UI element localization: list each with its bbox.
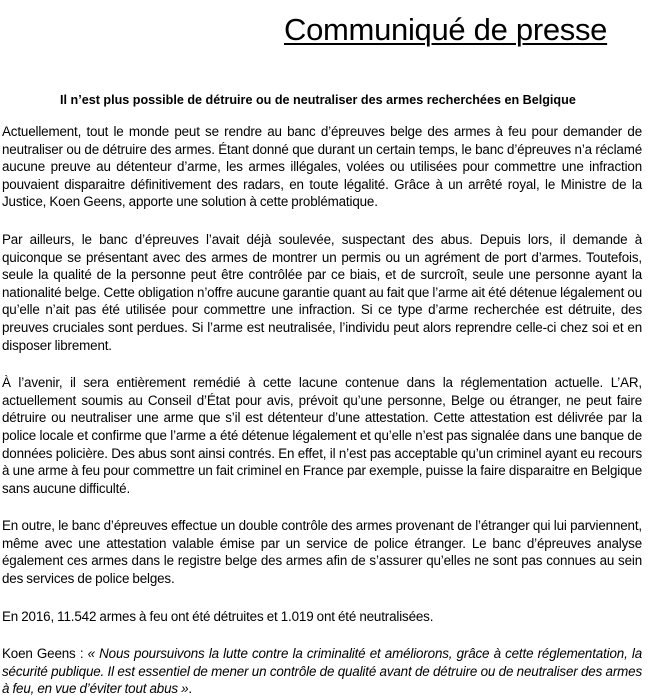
body-text [2,123,642,698]
paragraph-5: En 2016, 11.542 armes à feu ont été détruites et 1.019 ont été neutralisées. [2,608,434,624]
paragraph-1: Actuellement, tout le monde peut se rendre au banc d’épreuves belge des armes à feu pour demander de neutraliser ou de détruire des armes. Étant donné que durant un certain temps, le banc d’épreuves n’a réclamé aucune preuve au détenteur d’arme, les armes illégales, volées ou utilisées pour commettre une infraction pouvaient disparaitre définitivement des radars, en toute légalité. Grâce à un arrêté royal, le Ministre de la Justice, Koen Geens, apporte une solution à cette problématique. [2,124,642,210]
paragraph-3: À l’avenir, il sera entièrement remédié à cette lacune contenue dans la réglementation actuelle. L’AR, actuellement soumis au Conseil d’État pour avis, prévoit qu’une personne, Belge ou étranger, ne peut faire détruire ou neutraliser une arme que s’il est détenteur d’une attestation. Cette attestation est délivrée par la police locale et confirme que l’arme a été détenue légalement et qu’elle n’est pas signalée dans une banque de données policière. Des abus sont ainsi contrés. En effet, il n’est pas acceptable qu’un criminel ayant eu recours à une arme à feu pour commettre un fait criminel en France par exemple, puisse la faire disparaitre en Belgique sans aucune difficulté. [2,375,642,496]
quote-text: « Nous poursuivons la lutte contre la criminalité et améliorons, grâce à cette réglementation, la sécurité publique. Il est essentiel de mener un contrôle de qualité avant de détruire ou de neutraliser des armes à feu, en vue d’éviter tout abus » [2,646,642,697]
subtitle: Il n’est plus possible de détruire ou de neutraliser des armes recherchées en Belgique [60,93,576,107]
page-title: Communiqué de presse [284,12,608,47]
quote-paragraph [2,645,642,698]
quote-speaker: Koen Geens : [2,646,88,662]
quote-end: . [188,681,192,697]
paragraph-2: Par ailleurs, le banc d’épreuves l’avait déjà soulevée, suspectant des abus. Depuis lors, il demande à quiconque se présentant avec des armes de montrer un permis ou un agrément de port d’armes. Toutefois, seule la qualité de la personne peut être contrôlée par ce biais, et de surcroît, seule une personne ayant la nationalité belge. Cette obligation n’offre aucune garantie quant au fait que l’arme ait été détenue légalement ou qu’elle n’ait pas été utilisée pour commettre une infraction. Si ce type d’arme recherchée est détruite, des preuves cruciales sont perdues. Si l’arme est neutralisée, l’individu peut alors reprendre celle-ci chez soi et en disposer librement. [2,231,642,353]
paragraph-4: En outre, le banc d’épreuves effectue un double contrôle des armes provenant de l’étranger qui lui parviennent, même avec une attestation valable émise par un service de police étranger. Le banc d’épreuves analyse également ces armes dans le registre belge des armes afin de s’assurer qu’elles ne sont pas connues au sein des services de police belges. [2,518,642,587]
